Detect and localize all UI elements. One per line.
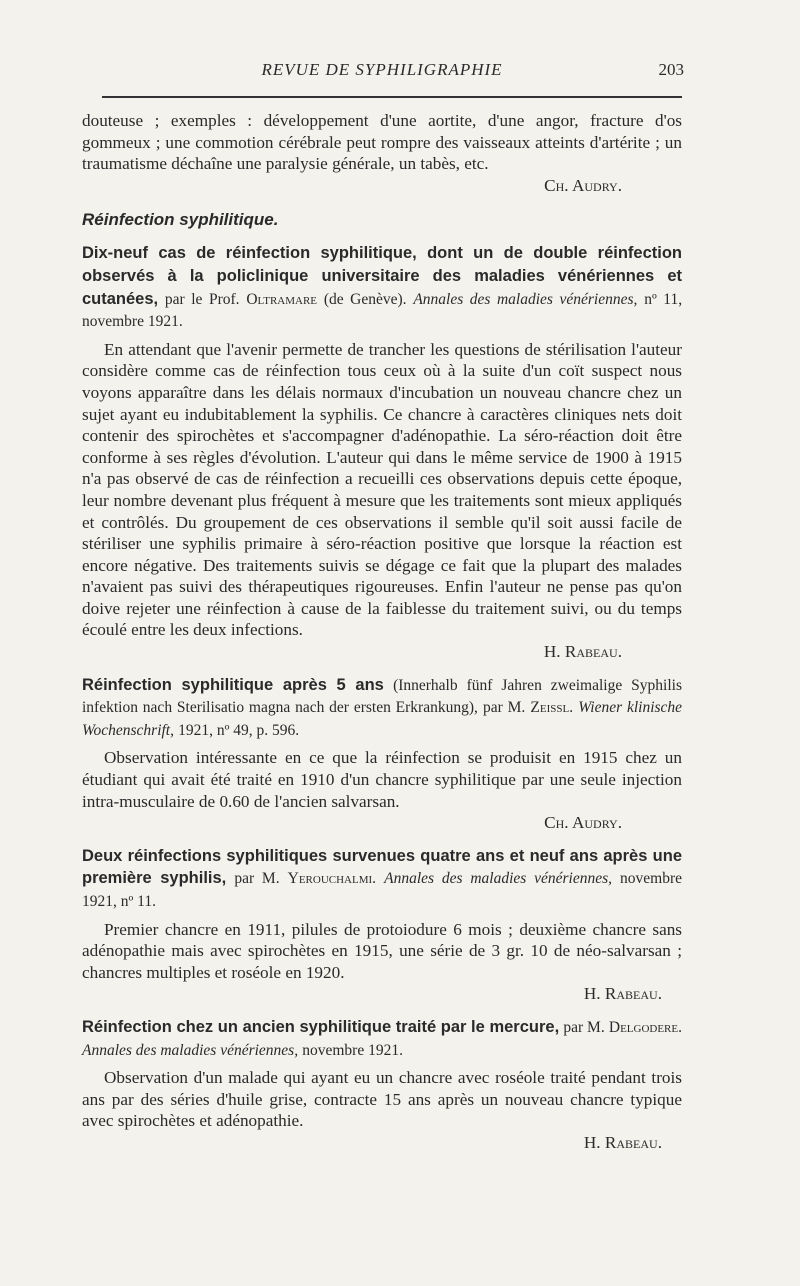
review-entry (82, 674, 682, 834)
entry-author: Delgodere. (608, 1018, 682, 1036)
entry-reference: 1921, nº 49, p. 596. (178, 721, 300, 739)
entry-title: Deux réinfections syphilitiques survenues quatre ans et neuf ans après une première syphilis, (82, 846, 682, 888)
entry-journal: Annales des maladies vénériennes, (384, 870, 612, 888)
entry-title: Réinfection syphilitique après 5 ans (82, 675, 384, 694)
header-rule (102, 96, 682, 98)
entry-reference: novembre 1921. (302, 1041, 403, 1059)
entry-by: par M. (483, 699, 526, 717)
entry-affiliation: (de Genève). (323, 290, 407, 308)
page-number: 203 (658, 60, 684, 79)
entry-signature: H. Rabeau. (583, 984, 662, 1004)
entry-heading (82, 845, 682, 913)
entry-journal: Wiener klinische Wochenschrift, (82, 699, 683, 739)
intro-paragraph: douteuse ; exemples : développement d'une aortite, d'une angor, fracture d'os gommeux ; une commotion cérébrale peut rompre des vaisseaux atteints d'artérite ; un traumatisme déchaîne une paralysie générale, un tabès, etc. (82, 111, 682, 174)
running-head (82, 60, 682, 86)
document-page (82, 60, 682, 1154)
entry-journal: Annales des maladies vénériennes, (82, 1041, 299, 1059)
entry-reference: nº 11, novembre 1921. (82, 290, 683, 331)
entry-author: Yerouchalmi. (287, 870, 377, 888)
entry-title: Dix-neuf cas de réinfection syphilitique, dont un de double réinfection observés à la policlinique universitaire des maladies vénériennes et cutanées, (82, 244, 682, 308)
entry-body: En attendant que l'avenir permette de trancher les questions de stérilisation l'auteur considère comme cas de réinfection tous ceux où à la suite d'un coït suspect nous voyons apparaître dans les délais normaux d'incubation un nouveau chancre chez un sujet ayant eu indubitablement la syphilis. Ce chancre à caractères cliniques nets doit contenir des spirochètes et s'accompagner d'adénopathie. La séro-réaction doit être conforme à ses règles d'évolution. L'auteur qui dans le même service de 1900 à 1915 n'a pas observé de cas de réinfection a recueilli ces observations depuis cette époque, leur nombre devenant plus fréquent à mesure que les traitements sont mieux appliqués et contrôlés. Du groupement de ces observations il semble qu'il soit aussi facile de stériliser une syphilis primaire à séro-réaction positive que lorsque la réaction est encore négative. Des traitements suivis se dégage ce fait que la plupart des malades n'avaient pas suivi des thérapeutiques rigoureuses. Enfin l'auteur ne pense pas qu'on doive rejeter une réinfection à cause de la faiblesse du traitement suivi, ou du temps écoulé entre les deux infections. (82, 339, 682, 640)
entry-author: Zeissl. (530, 699, 574, 717)
entry-by: par M. (563, 1018, 605, 1036)
running-title: REVUE DE SYPHILIGRAPHIE (261, 60, 503, 79)
entry-signature: H. Rabeau. (583, 1132, 662, 1152)
section-heading: Réinfection syphilitique. (82, 210, 279, 230)
entry-title: Réinfection chez un ancien syphilitique traité par le mercure, (82, 1017, 560, 1036)
entry-reference: novembre 1921, nº 11. (82, 870, 683, 910)
entry-signature: Ch. Audry. (544, 813, 622, 833)
entry-signature: H. Rabeau. (543, 642, 622, 662)
review-entry (82, 845, 682, 1005)
entry-heading (82, 674, 682, 742)
entry-subtitle: (Innerhalb fünf Jahren zweimalige Syphilis infektion nach Sterilisatio magna nach der ersten Erkrankung), (82, 676, 682, 717)
entry-journal: Annales des maladies vénériennes, (413, 290, 638, 308)
review-entry (82, 242, 682, 662)
entry-heading (82, 242, 682, 332)
entry-author: Oltramare (246, 290, 318, 308)
entry-body: Observation intéressante en ce que la réinfection se produisit en 1915 chez un étudiant qui avait été traité en 1910 d'un chancre syphilitique par une seule injection intra-musculaire de 0.60 de l'ancien salvarsan. (82, 748, 682, 811)
entry-body: Observation d'un malade qui ayant eu un chancre avec roséole traité pendant trois ans par des séries d'huile grise, contracte 15 ans après un nouveau chancre typique avec spirochètes et adénopathie. (82, 1068, 682, 1131)
entry-by: par le Prof. (164, 290, 240, 308)
entry-heading (82, 1016, 682, 1061)
entry-body: Premier chancre en 1911, pilules de protoiodure 6 mois ; deuxième chancre sans adénopathie mais avec spirochètes en 1915, une série de 3 gr. 10 de néo-salvarsan ; chancres multiples et roséole en 1920. (82, 919, 682, 982)
entry-by: par M. (234, 870, 280, 888)
review-entry (82, 1016, 682, 1154)
intro-signature: Ch. Audry. (544, 175, 622, 195)
